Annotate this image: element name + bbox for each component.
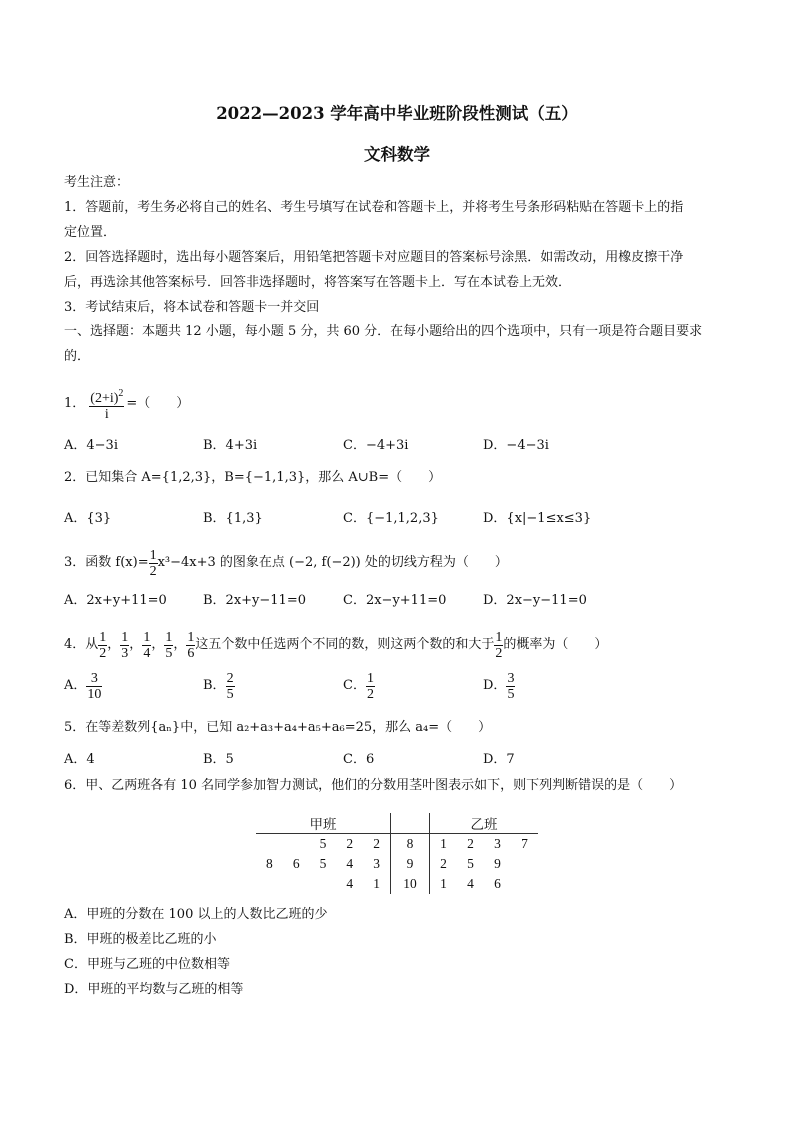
- question-3-fraction: [149, 548, 158, 579]
- stem-leaf-plot: [256, 813, 538, 894]
- question-3-option-d[interactable]: D．2x−y−11=0: [483, 593, 587, 608]
- numerator: 2: [226, 670, 234, 686]
- denominator: 4: [143, 645, 151, 661]
- denominator: 2: [366, 686, 374, 702]
- question-1-tail: =（ ）: [126, 396, 190, 411]
- leaf: 2: [346, 836, 354, 851]
- question-5-option-a[interactable]: A．4: [64, 752, 95, 767]
- question-4-fraction-5: [186, 630, 195, 661]
- leaf: [511, 854, 538, 874]
- question-4-middle: 这五个数中任选两个不同的数，则这两个数的和大于: [195, 637, 495, 652]
- question-4-fraction-2: [120, 630, 129, 661]
- question-1: [64, 382, 189, 426]
- leaf: [511, 874, 538, 894]
- notice-item-3: 3．考试结束后，将本试卷和答题卡一并交回: [64, 300, 320, 315]
- question-1-denominator: i: [104, 407, 109, 422]
- leaf: [310, 874, 337, 894]
- option-fraction: [86, 671, 102, 702]
- question-2: 2．已知集合 A={1,2,3}，B={−1,1,3}，那么 A∪B=（ ）: [64, 470, 442, 485]
- leaf: 8: [266, 856, 273, 871]
- leaf: 3: [494, 836, 501, 851]
- question-3-fraction-numerator: 1: [149, 547, 157, 563]
- leaf: 6: [292, 856, 300, 871]
- notice-heading: 考生注意：: [64, 175, 130, 190]
- numerator: 1: [495, 629, 503, 645]
- question-4-option-a[interactable]: [64, 666, 102, 706]
- leaf: 6: [494, 876, 501, 891]
- question-5-option-d[interactable]: D．7: [483, 752, 515, 767]
- question-4-fraction-1: [98, 630, 107, 661]
- leaf: [256, 874, 283, 894]
- question-4-fraction-half: [494, 630, 503, 661]
- option-label: A．: [64, 678, 87, 693]
- right-header: 乙班: [470, 817, 498, 832]
- question-3-suffix: x³−4x+3 的图象在点 (−2, f(−2)) 处的切线方程为（ ）: [157, 555, 508, 570]
- question-5-option-c[interactable]: C．6: [343, 752, 375, 767]
- table-row: [256, 854, 538, 874]
- numerator: 1: [143, 629, 151, 645]
- question-4-option-d[interactable]: [483, 666, 515, 706]
- denominator: 5: [165, 645, 173, 661]
- stem: 8: [391, 834, 430, 855]
- stem: 10: [391, 874, 430, 894]
- question-3-option-b[interactable]: B．2x+y−11=0: [203, 593, 306, 608]
- numerator: 1: [121, 629, 129, 645]
- question-6-option-b[interactable]: B．甲班的极差比乙班的小: [64, 932, 217, 947]
- option-fraction: [226, 671, 235, 702]
- question-1-numerator: (2+i): [90, 391, 119, 406]
- option-label: B．: [203, 678, 226, 693]
- question-4-option-b[interactable]: [203, 666, 235, 706]
- leaf: 7: [521, 836, 528, 851]
- leaf: [256, 834, 283, 855]
- numerator: 1: [99, 629, 107, 645]
- option-label: D．: [483, 678, 507, 693]
- numerator: 1: [165, 629, 173, 645]
- table-row: [256, 874, 538, 894]
- question-3-fraction-denominator: 2: [149, 563, 157, 579]
- question-3-option-a[interactable]: A．2x+y+11=0: [64, 593, 167, 608]
- question-1-option-c[interactable]: C．−4+3i: [343, 438, 409, 453]
- question-6: 6．甲、乙两班各有 10 名同学参加智力测试，他们的分数用茎叶图表示如下，则下列判断错误的是（ ）: [64, 778, 683, 793]
- question-5-option-b[interactable]: B．5: [203, 752, 234, 767]
- question-6-option-d[interactable]: D．甲班的平均数与乙班的相等: [64, 982, 244, 997]
- question-6-option-c[interactable]: C．甲班与乙班的中位数相等: [64, 957, 230, 972]
- question-4: 4．从 $\frac{1}{2}$ ， $\frac{1}{3}$ ， $\frac{1}{4}$ ， $\frac{1}{5}$ ， $\frac{1}{6}$ 这五个数中任选两个不同的数，则这两个数的和大于 $\frac{1}{2}$ 的概率为（ ）: [64, 629, 608, 661]
- question-1-option-b[interactable]: B．4+3i: [203, 438, 258, 453]
- leaf: 4: [346, 876, 354, 891]
- question-6-option-a[interactable]: A．甲班的分数在 100 以上的人数比乙班的少: [64, 907, 328, 922]
- table-row: [256, 834, 538, 855]
- exam-title: 2022—2023 学年高中毕业班阶段性测试（五）: [216, 104, 578, 123]
- question-1-exponent: 2: [118, 388, 124, 399]
- denominator: 2: [495, 645, 503, 661]
- question-2-option-a[interactable]: A．{3}: [64, 511, 112, 526]
- stem-leaf-table: [256, 813, 538, 894]
- leaf: 1: [373, 876, 380, 891]
- leaf: 2: [373, 836, 380, 851]
- numerator: 3: [507, 670, 515, 686]
- question-4-prefix: 4．从: [64, 637, 99, 652]
- option-label: C．: [343, 678, 366, 693]
- notice-item-1-line-2: 定位置．: [64, 225, 117, 240]
- numerator: 1: [366, 670, 374, 686]
- question-4-option-c[interactable]: [343, 666, 375, 706]
- denominator: 10: [87, 686, 102, 702]
- stem-header: [391, 813, 430, 834]
- denominator: 3: [121, 645, 129, 661]
- question-1-fraction: [89, 386, 124, 422]
- question-4-fraction-4: [164, 630, 173, 661]
- denominator: 5: [226, 686, 234, 702]
- leaf: 5: [319, 836, 327, 851]
- denominator: 2: [99, 645, 107, 661]
- leaf: 1: [440, 876, 447, 891]
- option-fraction: [506, 671, 515, 702]
- question-2-option-d[interactable]: D．{x|−1≤x≤3}: [483, 511, 592, 526]
- denominator: 6: [187, 645, 195, 661]
- leaf: [283, 874, 310, 894]
- question-4-fraction-3: [142, 630, 151, 661]
- exam-subtitle: 文科数学: [364, 145, 430, 164]
- question-3-prefix: 3．函数 f(x)=: [64, 555, 149, 570]
- notice-item-2-line-1: 2．回答选择题时，选出每小题答案后，用铅笔把答题卡对应题目的答案标号涂黑．如需改动，用橡皮擦干净: [64, 250, 684, 265]
- question-3-option-c[interactable]: C．2x−y+11=0: [343, 593, 447, 608]
- question-1-option-a[interactable]: A．4−3i: [64, 438, 118, 453]
- question-1-number: 1．: [64, 396, 86, 411]
- section-1-line-1: 一、选择题：本题共 12 小题，每小题 5 分，共 60 分．在每小题给出的四个选项中，只有一项是符合题目要求: [64, 324, 703, 339]
- option-fraction: [366, 671, 375, 702]
- stem: 9: [391, 854, 430, 874]
- leaf: 5: [319, 856, 327, 871]
- notice-item-1-line-1: 1．答题前，考生务必将自己的姓名、考生号填写在试卷和答题卡上，并将考生号条形码粘贴在答题卡上的指: [64, 200, 684, 215]
- question-2-option-b[interactable]: B．{1,3}: [203, 511, 263, 526]
- leaf: 5: [467, 856, 474, 871]
- left-header: 甲班: [309, 817, 337, 832]
- numerator: 1: [187, 629, 195, 645]
- question-1-option-d[interactable]: D．−4−3i: [483, 438, 549, 453]
- question-2-option-c[interactable]: C．{−1,1,2,3}: [343, 511, 439, 526]
- question-3: [64, 543, 508, 583]
- leaf: 3: [373, 856, 380, 871]
- question-4-suffix: 的概率为（ ）: [503, 637, 608, 652]
- denominator: 5: [507, 686, 515, 702]
- leaf: 2: [440, 856, 447, 871]
- section-1-line-2: 的．: [64, 349, 91, 364]
- question-5: 5．在等差数列{aₙ}中，已知 a₂+a₃+a₄+a₅+a₆=25，那么 a₄=（ ）: [64, 720, 492, 735]
- notice-item-2-line-2: 后，再选涂其他答案标号．回答非选择题时，将答案写在答题卡上．写在本试卷上无效．: [64, 275, 572, 290]
- leaf: 4: [467, 876, 474, 891]
- leaf: 1: [440, 836, 447, 851]
- leaf: 2: [467, 836, 474, 851]
- leaf: [283, 834, 310, 855]
- leaf: 9: [494, 856, 501, 871]
- leaf: 4: [346, 856, 354, 871]
- numerator: 3: [86, 671, 102, 687]
